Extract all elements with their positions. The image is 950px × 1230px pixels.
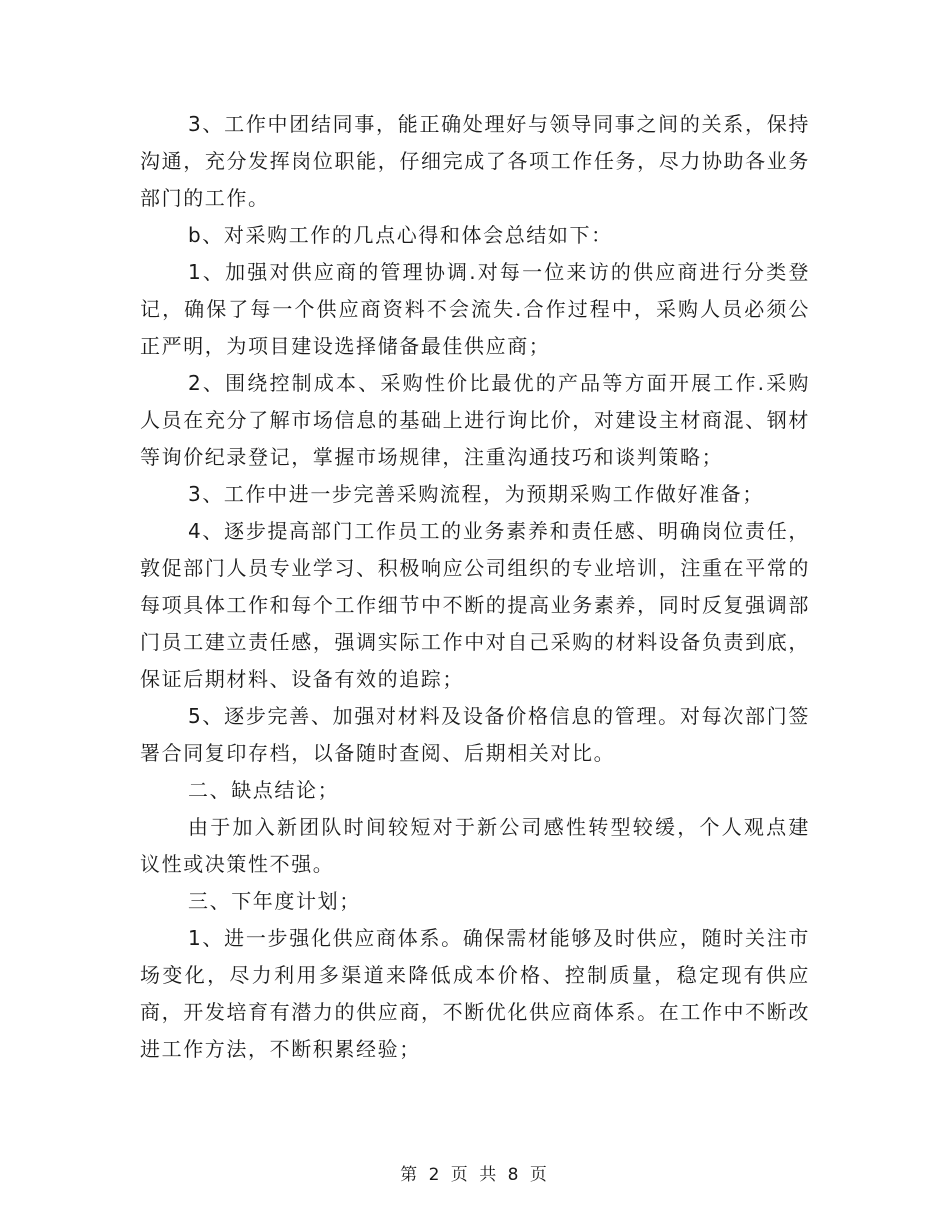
- paragraph-supplier-management: 1、加强对供应商的管理协调.对每一位来访的供应商进行分类登记，确保了每一个供应商资料不会流失.合作过程中，采购人员必须公正严明，为项目建设选择储备最佳供应商；: [140, 260, 810, 358]
- paragraph-cost-control: 2、围绕控制成本、采购性价比最优的产品等方面开展工作.采购人员在充分了解市场信息的基础上进行询比价，对建设主材商混、钢材等询价纪录登记，掌握市场规律，注重沟通技巧和谈判策略；: [140, 371, 810, 469]
- paragraph-procurement-process: 3、工作中进一步完善采购流程，为预期采购工作做好准备；: [188, 482, 764, 506]
- page-number-footer: 第 2 页 共 8 页: [400, 1165, 550, 1185]
- document-body: [140, 106, 810, 1068]
- paragraph-price-info-management: 5、逐步完善、加强对材料及设备价格信息的管理。对每次部门签署合同复印存档，以备随时查阅、后期相关对比。: [140, 704, 810, 765]
- section-heading-next-year-plan: 三、下年度计划；: [188, 889, 361, 913]
- section-heading-shortcomings: 二、缺点结论；: [188, 778, 340, 802]
- paragraph-procurement-summary-heading: b、对采购工作的几点心得和体会总结如下：: [188, 223, 613, 247]
- paragraph-staff-training: 4、逐步提高部门工作员工的业务素养和责任感、明确岗位责任，敦促部门人员专业学习、积极响应公司组织的专业培训，注重在平常的每项具体工作和每个工作细节中不断的提高业务素养，同时反复强调部门员工建立责任感，强调实际工作中对自己采购的材料设备负责到底，保证后期材料、设备有效的追踪；: [140, 519, 810, 691]
- paragraph-shortcomings: 由于加入新团队时间较短对于新公司感性转型较缓，个人观点建议性或决策性不强。: [140, 815, 810, 876]
- paragraph-work-item-3: 3、工作中团结同事，能正确处理好与领导同事之间的关系，保持沟通，充分发挥岗位职能，仔细完成了各项工作任务，尽力协助各业务部门的工作。: [140, 112, 810, 210]
- paragraph-supplier-system: 1、进一步强化供应商体系。确保需材能够及时供应，随时关注市场变化，尽力利用多渠道来降低成本价格、控制质量，稳定现有供应商，开发培育有潜力的供应商，不断优化供应商体系。在工作中不断改进工作方法，不断积累经验；: [140, 926, 810, 1061]
